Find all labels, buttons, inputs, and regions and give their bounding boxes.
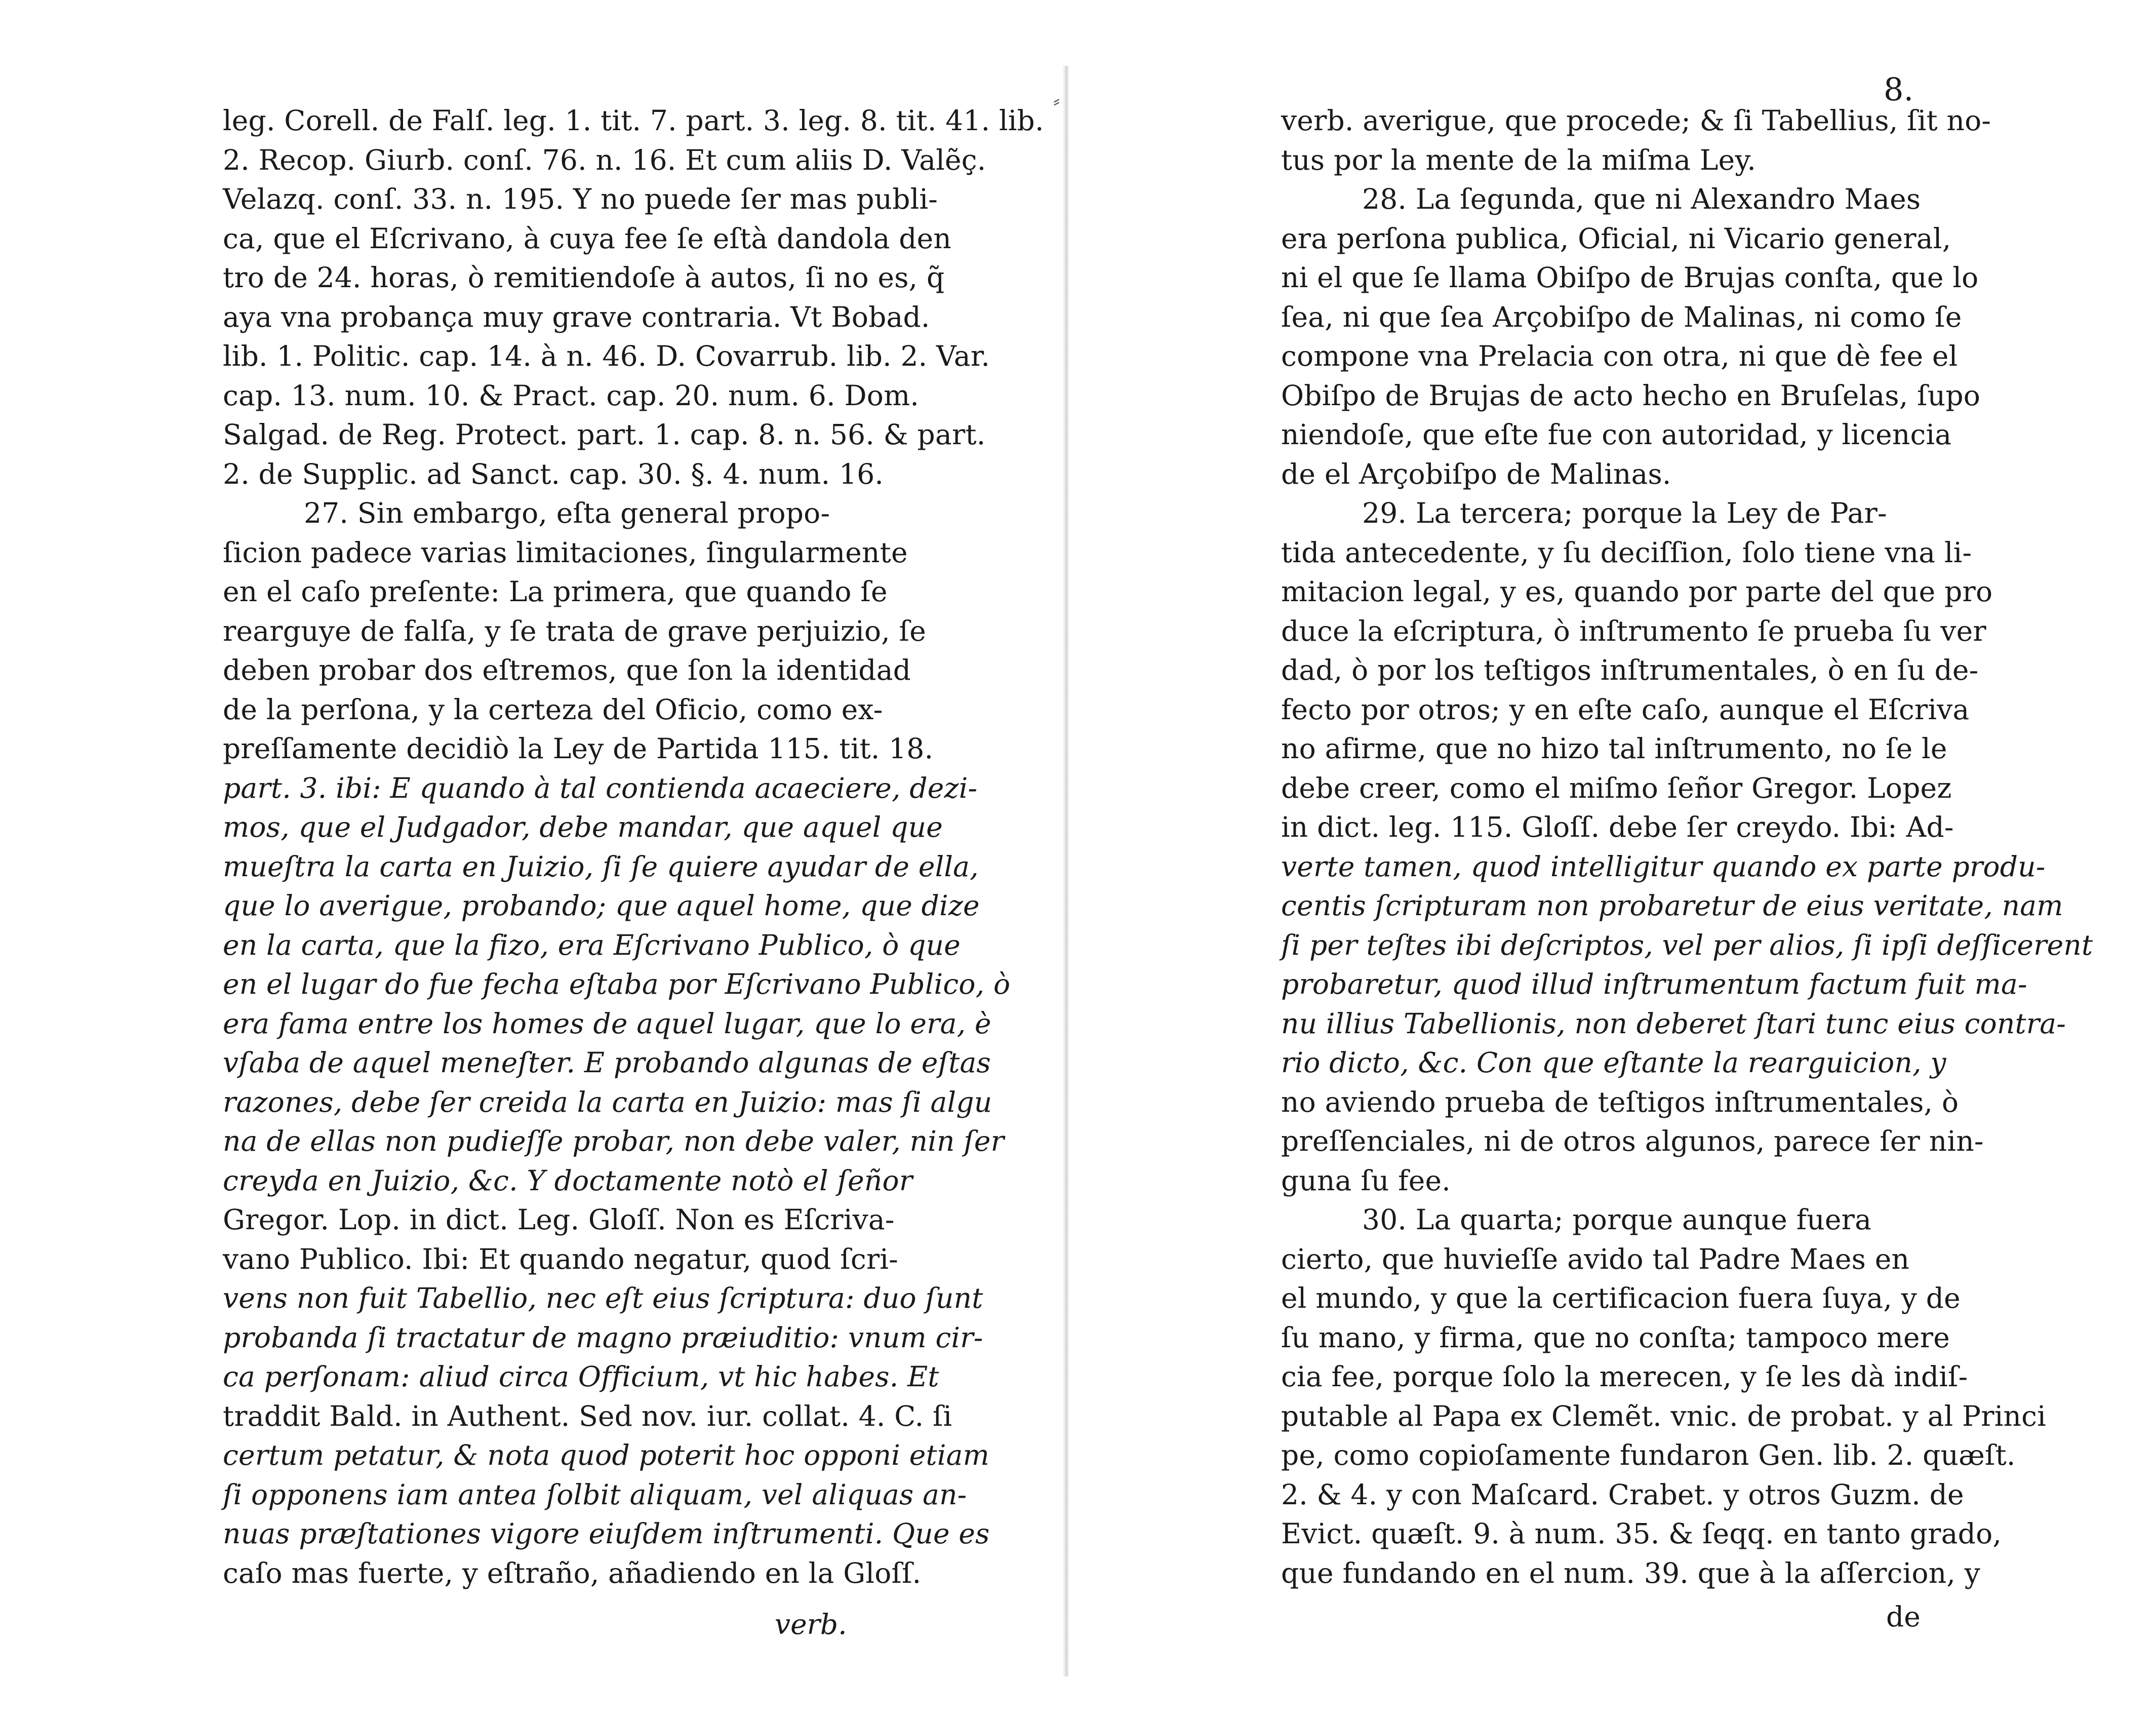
text-line: Obiſpo de Brujas de acto hecho en Bruſelas, ſupo	[1281, 379, 1981, 412]
text-line: 30. La quarta; porque aunque fuera	[1362, 1203, 1872, 1236]
text-line: fecto por otros; y en eſte caſo, aunque el Eſcriva	[1281, 693, 1970, 726]
page-number: 8.	[1884, 71, 1914, 108]
text-line: compone vna Prelacia con otra, ni que dè fee el	[1281, 340, 1958, 372]
left-page-text	[223, 101, 1044, 1593]
text-line: verte tamen, quod intelligitur quando ex parte produ-	[1281, 850, 2046, 883]
text-line: Evict. quæſt. 9. à num. 35. & ſeqq. en tanto grado,	[1281, 1517, 2002, 1550]
text-line: caſo mas fuerte, y eſtraño, añadiendo en la Gloſſ.	[223, 1556, 922, 1589]
text-line: lib. 1. Politic. cap. 14. à n. 46. D. Covarrub. lib. 2. Var.	[223, 340, 990, 372]
text-line: probaretur, quod illud inſtrumentum factum fuit ma-	[1281, 968, 2027, 1000]
text-line: en el lugar do fue fecha eſtaba por Eſcrivano Publico, ò	[223, 968, 1011, 1000]
text-line: nuas præſtationes vigore eiuſdem inſtrumenti. Que es	[223, 1517, 990, 1550]
text-line: 2. & 4. y con Maſcard. Crabet. y otros Guzm. de	[1281, 1478, 1964, 1511]
text-line: de el Arçobiſpo de Malinas.	[1281, 457, 1671, 490]
text-line: 29. La tercera; porque la Ley de Par-	[1362, 497, 1887, 529]
text-line: 2. Recop. Giurb. conſ. 76. n. 16. Et cum aliis D. Valẽç.	[223, 143, 986, 176]
text-line: debe creer, como el miſmo ſeñor Gregor. Lopez	[1281, 771, 1952, 804]
text-line: 27. Sin embargo, eſta general propo-	[304, 497, 830, 529]
text-line: verb. averigue, que procede; & ſi Tabellius, ſit no-	[1281, 104, 1991, 137]
left-catchword: verb.	[775, 1608, 847, 1641]
text-line: no afirme, que no hizo tal inſtrumento, no ſe le	[1281, 732, 1947, 765]
text-line: nu illius Tabellionis, non deberet ſtari tunc eius contra-	[1281, 1007, 2066, 1040]
text-line: mos, que el Judgador, debe mandar, que aquel que	[223, 811, 943, 843]
text-line: ſu mano, y firma, que no conſta; tampoco mere	[1281, 1321, 1950, 1354]
text-line: cia fee, porque ſolo la merecen, y ſe les dà indiſ-	[1281, 1360, 1968, 1393]
text-line: na de ellas non pudieſſe probar, non debe valer, nin ſer	[223, 1125, 1005, 1157]
text-line: ca perſonam: aliud circa Officium, vt hic habes. Et	[223, 1360, 939, 1393]
text-line: leg. Corell. de Falſ. leg. 1. tit. 7. part. 3. leg. 8. tit. 41. lib.	[223, 104, 1044, 137]
text-line: ſi opponens iam antea ſolbit aliquam, vel aliquas an-	[223, 1478, 967, 1511]
text-line: ſi per teſtes ibi deſcriptos, vel per alios, ſi ipſi deſſicerent	[1281, 928, 2093, 961]
text-line: rearguye de falſa, y ſe trata de grave perjuizio, ſe	[223, 614, 926, 647]
text-line: mueſtra la carta en Juizio, ſi ſe quiere ayudar de ella,	[223, 850, 979, 883]
text-line: tus por la mente de la miſma Ley.	[1281, 143, 1756, 176]
text-line: razones, debe ſer creida la carta en Juizio: mas ſi algu	[223, 1085, 992, 1118]
text-line: vano Publico. Ibi: Et quando negatur, quod ſcri-	[223, 1242, 898, 1275]
text-line: putable al Papa ex Clemẽt. vnic. de probat. y al Princi	[1281, 1399, 2046, 1432]
right-catchword: de	[1886, 1600, 1921, 1633]
text-line: en el caſo preſente: La primera, que quando ſe	[223, 575, 888, 608]
text-line: certum petatur, & nota quod poterit hoc opponi etiam	[223, 1439, 989, 1471]
text-line: duce la eſcriptura, ò inſtrumento ſe prueba ſu ver	[1281, 614, 1986, 647]
text-line: centis ſcripturam non probaretur de eius veritate, nam	[1281, 889, 2063, 922]
text-line: Salgad. de Reg. Protect. part. 1. cap. 8. n. 56. & part.	[223, 418, 986, 451]
text-line: deben probar dos eſtremos, que ſon la identidad	[223, 654, 911, 686]
text-line: ſicion padece varias limitaciones, ſingularmente	[223, 536, 908, 569]
text-line: ſea, ni que ſea Arçobiſpo de Malinas, ni como ſe	[1281, 300, 1962, 333]
text-line: que fundando en el num. 39. que à la aſſercion, y	[1281, 1556, 1980, 1589]
text-line: cierto, que huvieſſe avido tal Padre Maes en	[1281, 1242, 1910, 1275]
text-line: cap. 13. num. 10. & Pract. cap. 20. num. 6. Dom.	[223, 379, 920, 412]
gutter-mark: ⸗	[1053, 89, 1060, 112]
book-gutter	[1062, 66, 1069, 1676]
text-line: el mundo, y que la certificacion fuera ſuya, y de	[1281, 1282, 1961, 1314]
text-line: guna ſu fee.	[1281, 1164, 1451, 1197]
text-line: in dict. leg. 115. Gloſſ. debe ſer creydo. Ibi: Ad-	[1281, 811, 1954, 843]
text-line: Velazq. conſ. 33. n. 195. Y no puede ſer mas publi-	[223, 183, 938, 215]
text-line: ni el que ſe llama Obiſpo de Brujas conſta, que lo	[1281, 261, 1979, 294]
text-line: part. 3. ibi: E quando à tal contienda acaeciere, dezi-	[223, 771, 978, 804]
text-line: rio dicto, &c. Con que eſtante la rearguicion, y	[1281, 1046, 1946, 1079]
text-line: niendoſe, que eſte fue con autoridad, y licencia	[1281, 418, 1952, 451]
text-line: era perſona publica, Oficial, ni Vicario general,	[1281, 222, 1951, 255]
text-line: aya vna probança muy grave contraria. Vt Bobad.	[223, 300, 930, 333]
text-line: dad, ò por los teſtigos inſtrumentales, ò en ſu de-	[1281, 654, 1979, 686]
text-line: 2. de Supplic. ad Sanct. cap. 30. §. 4. num. 16.	[223, 457, 884, 490]
text-line: probanda ſi tractatur de magno præiuditio: vnum cir-	[223, 1321, 983, 1354]
text-line: tro de 24. horas, ò remitiendoſe à autos, ſi no es, q̃	[223, 261, 945, 294]
right-page-text	[1281, 101, 2093, 1593]
text-line: en la carta, que la fizo, era Eſcrivano Publico, ò que	[223, 928, 961, 961]
text-line: preſſamente decidiò la Ley de Partida 115. tit. 18.	[223, 732, 934, 765]
text-line: vſaba de aquel meneſter. E probando algunas de eſtas	[223, 1046, 991, 1079]
text-line: preſſenciales, ni de otros algunos, parece ſer nin-	[1281, 1125, 1984, 1157]
text-line: Gregor. Lop. in dict. Leg. Gloſſ. Non es Eſcriva-	[223, 1203, 895, 1236]
text-line: mitacion legal, y es, quando por parte del que pro	[1281, 575, 1993, 608]
text-line: traddit Bald. in Authent. Sed nov. iur. collat. 4. C. ſi	[223, 1399, 952, 1432]
text-line: que lo averigue, probando; que aquel home, que dize	[223, 889, 980, 922]
text-line: vens non fuit Tabellio, nec eſt eius ſcriptura: duo ſunt	[223, 1282, 983, 1314]
text-line: no aviendo prueba de teſtigos inſtrumentales, ò	[1281, 1085, 1959, 1118]
text-line: ca, que el Eſcrivano, à cuya fee ſe eſtà dandola den	[223, 222, 952, 255]
text-line: era fama entre los homes de aquel lugar, que lo era, è	[223, 1007, 991, 1040]
text-line: de la perſona, y la certeza del Oficio, como ex-	[223, 693, 883, 726]
text-line: tida antecedente, y ſu deciſſion, ſolo tiene vna li-	[1281, 536, 1972, 569]
text-line: pe, como copioſamente fundaron Gen. lib. 2. quæſt.	[1281, 1439, 2016, 1471]
text-line: 28. La ſegunda, que ni Alexandro Maes	[1362, 183, 1921, 215]
text-line: creyda en Juizio, &c. Y doctamente notò el ſeñor	[223, 1164, 913, 1197]
